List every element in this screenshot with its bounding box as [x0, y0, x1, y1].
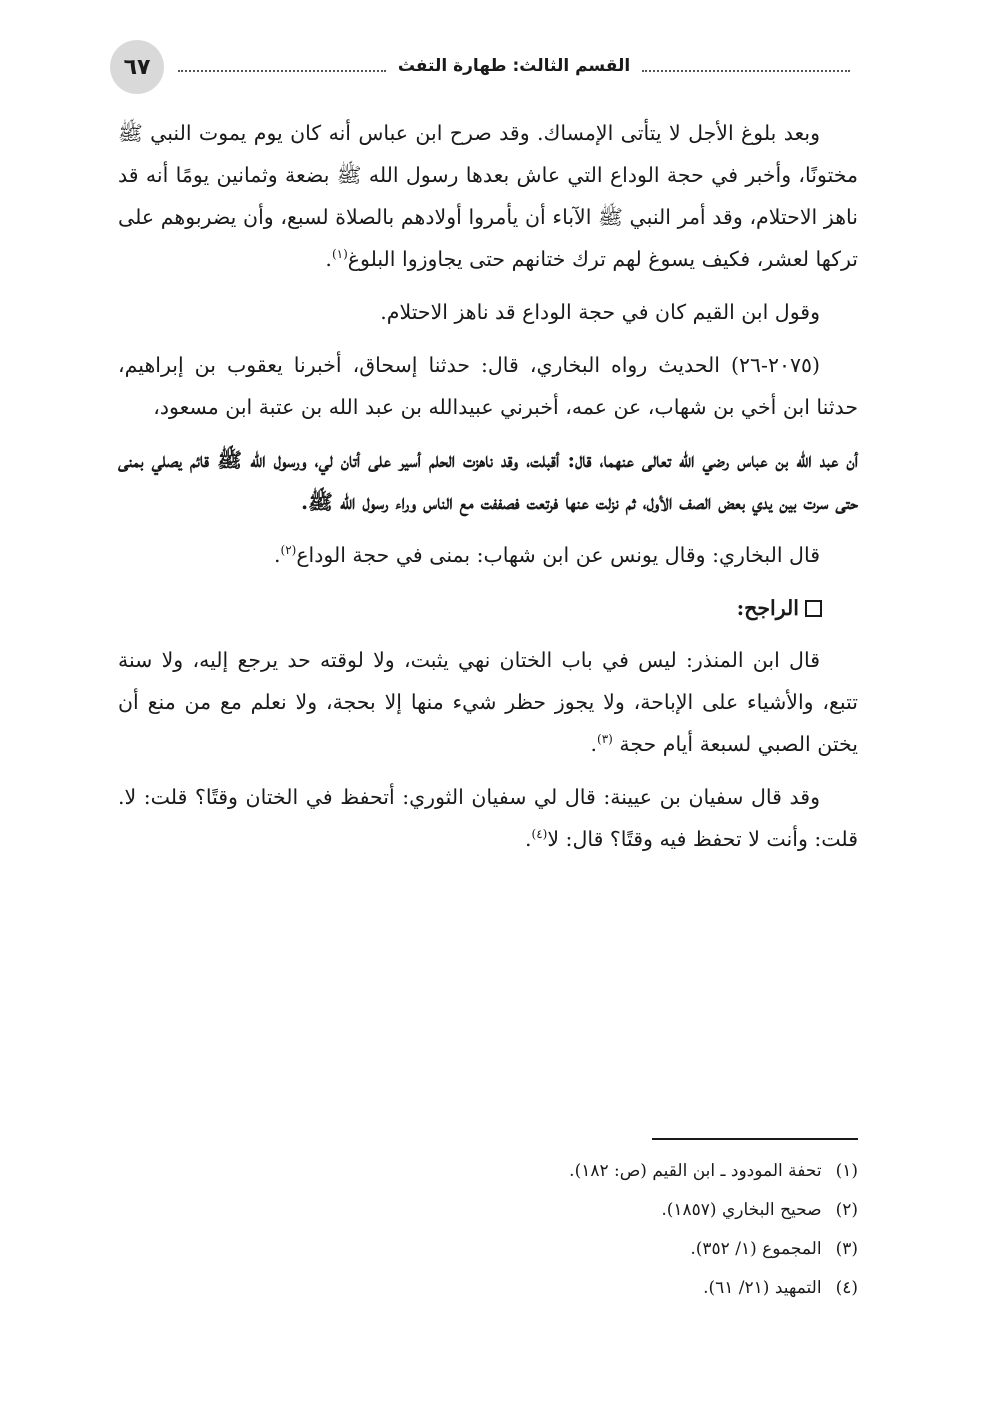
paragraph-7-text: وقد قال سفيان بن عيينة: قال لي سفيان الثوري: أتحفظ في الختان وقتًا؟ قلت: لا. قلت: وأنت لا تحفظ فيه وقتًا؟ قال: لا [118, 785, 858, 851]
footnote-4-number: (٤) [835, 1278, 858, 1298]
paragraph-3: (٢٠٧٥-٢٦) الحديث رواه البخاري، قال: حدثنا إسحاق، أخبرنا يعقوب بن إبراهيم، حدثنا ابن أخي بن شهاب، عن عمه، أخبرني عبيدالله بن عبد الله بن عتبة ابن مسعود، [118, 353, 858, 419]
paragraph-5 [118, 534, 858, 576]
footnote-ref-4[interactable]: (٤) [531, 827, 548, 842]
paragraph-1 [118, 112, 858, 280]
footnote-3-number: (٣) [835, 1239, 858, 1259]
paragraph-5-tail: . [273, 543, 281, 567]
footnote-1-text: تحفة المودود ـ ابن القيم (ص: ١٨٢). [569, 1161, 822, 1181]
header-dots-left [178, 60, 386, 72]
paragraph-1-text: وبعد بلوغ الأجل لا يتأتى الإمساك. وقد صرح ابن عباس أنه كان يوم يموت النبي ﷺ مختونًا، وأخبر في حجة الوداع التي عاش بعدها رسول الله ﷺ بضعة وثمانين يومًا أنه قد ناهز الاحتلام، وقد أمر النبي ﷺ الآباء أن يأمروا أولادهم بالصلاة لسبع، وأن يضربوهم على تركها لعشر، فكيف يسوغ لهم ترك ختانهم حتى يجاوزوا البلوغ [118, 121, 858, 271]
checkbox-square-icon [805, 600, 822, 617]
paragraph-6-tail: . [590, 732, 598, 756]
footnote-ref-3[interactable]: (٣) [597, 732, 613, 747]
paragraph-1-tail: . [325, 247, 332, 271]
paragraph-7-tail: . [524, 827, 532, 851]
footnote-3 [118, 1230, 858, 1269]
main-text [118, 112, 858, 871]
section-heading [118, 587, 858, 629]
footnote-ref-1[interactable]: (١) [331, 247, 348, 262]
footnote-1-number: (١) [835, 1161, 858, 1181]
footnote-separator [652, 1138, 858, 1140]
footnote-2 [118, 1191, 858, 1230]
footnote-4 [118, 1269, 858, 1308]
section-heading-text: الراجح: [736, 596, 799, 620]
paragraph-6 [118, 639, 858, 765]
footnote-2-text: صحيح البخاري (١٨٥٧). [661, 1200, 822, 1220]
header-dots-right [642, 60, 850, 72]
footnote-3-text: المجموع (١/ ٣٥٢). [690, 1239, 822, 1259]
footnote-2-number: (٢) [835, 1200, 858, 1220]
footnote-ref-2[interactable]: (٢) [280, 543, 297, 558]
paragraph-5-text: قال البخاري: وقال يونس عن ابن شهاب: بمنى في حجة الوداع [296, 543, 820, 567]
page-header [110, 40, 850, 100]
footnotes [118, 1152, 858, 1308]
running-title: القسم الثالث: طهارة التفث [397, 56, 631, 76]
page-number: ٦٧ [110, 40, 164, 94]
footnote-1 [118, 1152, 858, 1191]
paragraph-6-text: قال ابن المنذر: ليس في باب الختان نهي يثبت، ولا لوقته حد يرجع إليه، ولا سنة تتبع، والأشياء على الإباحة، ولا يجوز حظر شيء منها إلا بحجة، ولا نعلم مع من منع أن يختن الصبي لسبعة أيام حجة [118, 648, 858, 756]
paragraph-7 [118, 776, 858, 860]
hadith-text: أن عبد الله بن عباس رضي الله تعالى عنهما، قال: أقبلت، وقد ناهزت الحلم أسير على أتان لي، ورسول الله ﷺ قائم يصلي بمنى حتى سرت بين يدي بعض الصف الأول، ثم نزلت عنها فرتعت فصففت مع الناس وراء رسول الله ﷺ. [118, 448, 858, 514]
paragraph-2: وقول ابن القيم كان في حجة الوداع قد ناهز الاحتلام. [380, 300, 820, 324]
header-line [178, 56, 850, 76]
footnote-4-text: التمهيد (٢١/ ٦١). [703, 1278, 822, 1298]
